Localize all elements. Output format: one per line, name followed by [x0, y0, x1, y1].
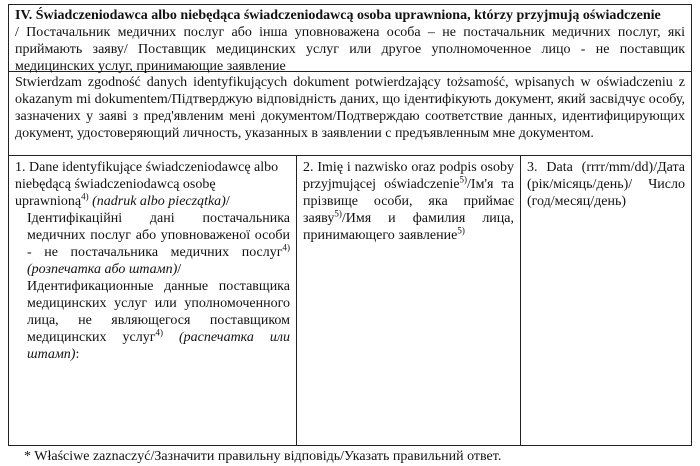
provider-data-label: 1. Dane identyfikujące świadczeniodawcę albo niebędącą świadczeniodawcą osobę uprawnioną$^{4)}$ (nadruk albo pieczątka)/	[15, 160, 279, 209]
footnote: * Właściwe zaznaczyć/Зазначити правильну відповідь/Указать правильний ответ.	[24, 449, 502, 464]
identity-statement: Stwierdzam zgodność danych identyfikujących dokument potwierdzający tożsamość, wpisanych w oświadczeniu z okazanym mi dokumentem/Підтверджую відповідність даних, що ідентифікують документ, який засвідчує особу, зазначених у заяві з пред'явленим мені документом/Подтверждаю соответствие данных, идентифицирующих документ, удостоверяющий личность, указанных в заявлении с предъявленным мне документом.	[9, 72, 691, 156]
date-field[interactable]	[521, 156, 691, 445]
provider-data-label-uk: Ідентифікаційні дані постачальника медичних послуг або уповноваженої особи - не постачальника медичних послуг$^{4)}$ (розпечатка або штамп)/	[27, 211, 290, 277]
section-frame	[8, 4, 692, 446]
signature-row	[9, 156, 691, 445]
date-label: 3. Data (rrrr/mm/dd)/Дата (рік/місяць/день)/ Число (год/месяц/день)	[527, 160, 685, 209]
provider-data-field[interactable]	[9, 156, 297, 445]
section-title: IV. Świadczeniodawca albo niebędąca świadczeniodawcą osoba uprawniona, którzy przyjmują oświadczenie	[15, 8, 661, 23]
receiver-signature-label: 2. Imię i nazwisko oraz podpis osoby przyjmującej oświadczenie$^{5)}$/Ім'я та прізвище особи, яка приймає заяву$^{5)}$/Имя и фамилия лица, принимающего заявление$^{5)}$	[303, 160, 515, 243]
section-subtitle: / Постачальник медичних послуг або інша уповноважена особа – не постачальник медичних послуг, які приймають заяву/ Поставщик медицинских услуг или другое уполномоченное лицо - не поставщик медицинских услуг, принимающие заявление	[15, 25, 685, 74]
provider-data-label-ru: Идентификационные данные поставщика медицинских услуг или уполномоченного лица, не являющегося поставщиком медицинских услуг$^{4)}$ (распечатка или штамп):	[27, 279, 291, 362]
receiver-signature-field[interactable]	[297, 156, 521, 445]
section-header	[9, 5, 691, 72]
